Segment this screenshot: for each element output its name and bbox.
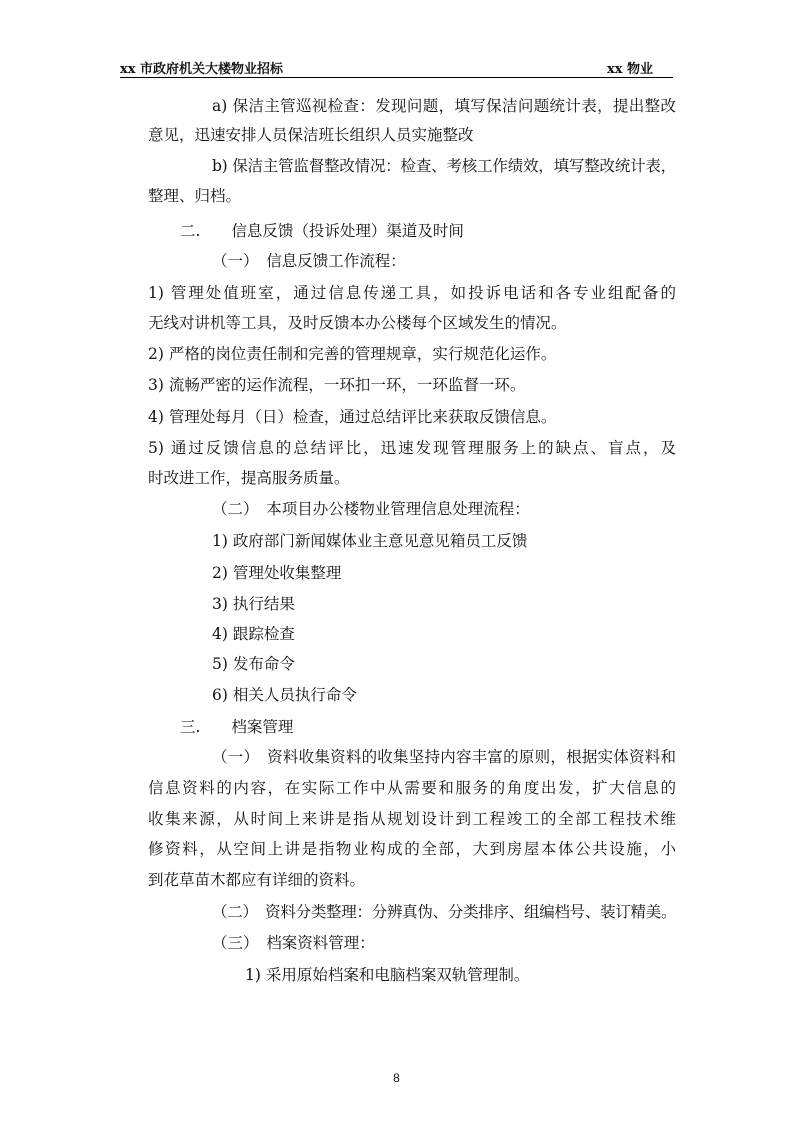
- text-line: 2) 严格的岗位责任制和完善的管理规章，实行规范化运作。: [148, 345, 557, 363]
- text-line: 5) 通过反馈信息的总结评比，迅速发现管理服务上的缺点、盲点，及: [148, 439, 676, 457]
- text-line: 时改进工作，提高服务质量。: [148, 469, 350, 487]
- text-line: b) 保洁主管监督整改情况：检查、考核工作绩效，填写整改统计表，: [212, 157, 676, 175]
- header-company: xx 物业: [607, 62, 654, 77]
- text-line: 3) 流畅严密的运作流程，一环扣一环，一环监督一环。: [148, 376, 526, 394]
- text-line: 6) 相关人员执行命令: [212, 686, 357, 704]
- text-line: 1) 采用原始档案和电脑档案双轨管理制。: [245, 966, 530, 984]
- text-line: a) 保洁主管巡视检查：发现问题，填写保洁问题统计表，提出整改: [212, 97, 676, 115]
- text-line: 1) 政府部门新闻媒体业主意见意见箱员工反馈: [212, 532, 528, 550]
- text-line: 2) 管理处收集整理: [212, 564, 342, 582]
- text-line: 4) 管理处每月（日）检查，通过总结评比来获取反馈信息。: [148, 408, 557, 426]
- text-line: 二. 信息反馈（投诉处理）渠道及时间: [180, 222, 464, 240]
- header-title: xx 市政府机关大楼物业招标: [120, 62, 284, 77]
- text-line: 无线对讲机等工具，及时反馈本办公楼每个区域发生的情况。: [148, 314, 567, 332]
- text-line: 5) 发布命令: [212, 655, 295, 673]
- text-line: （二） 资料分类整理：分辨真伪、分类排序、组编档号、装订精美。: [212, 903, 676, 921]
- text-line: （三） 档案资料管理：: [212, 934, 375, 952]
- text-line: 收集来源，从时间上来讲是指从规划设计到工程竣工的全部工程技术维: [148, 810, 676, 828]
- text-line: （一） 信息反馈工作流程：: [212, 252, 406, 270]
- text-line: 三. 档案管理: [180, 718, 294, 736]
- text-line: 信息资料的内容，在实际工作中从需要和服务的角度出发，扩大信息的: [148, 779, 676, 797]
- text-line: 到花草苗木都应有详细的资料。: [148, 871, 366, 889]
- page-number: 8: [393, 1071, 400, 1085]
- text-line: 1) 管理处值班室，通过信息传递工具，如投诉电话和各专业组配备的: [148, 284, 676, 302]
- text-line: 整理、归档。: [148, 187, 242, 205]
- text-line: 4) 跟踪检查: [212, 625, 295, 643]
- text-line: 修资料，从空间上讲是指物业构成的全部，大到房屋本体公共设施，小: [148, 840, 676, 858]
- text-line: （二） 本项目办公楼物业管理信息处理流程：: [212, 500, 530, 518]
- text-line: 3) 执行结果: [212, 595, 295, 613]
- text-line: 意见，迅速安排人员保洁班长组织人员实施整改: [148, 126, 474, 144]
- header-rule: [120, 77, 673, 78]
- text-line: （一） 资料收集资料的收集坚持内容丰富的原则，根据实体资料和: [212, 748, 676, 766]
